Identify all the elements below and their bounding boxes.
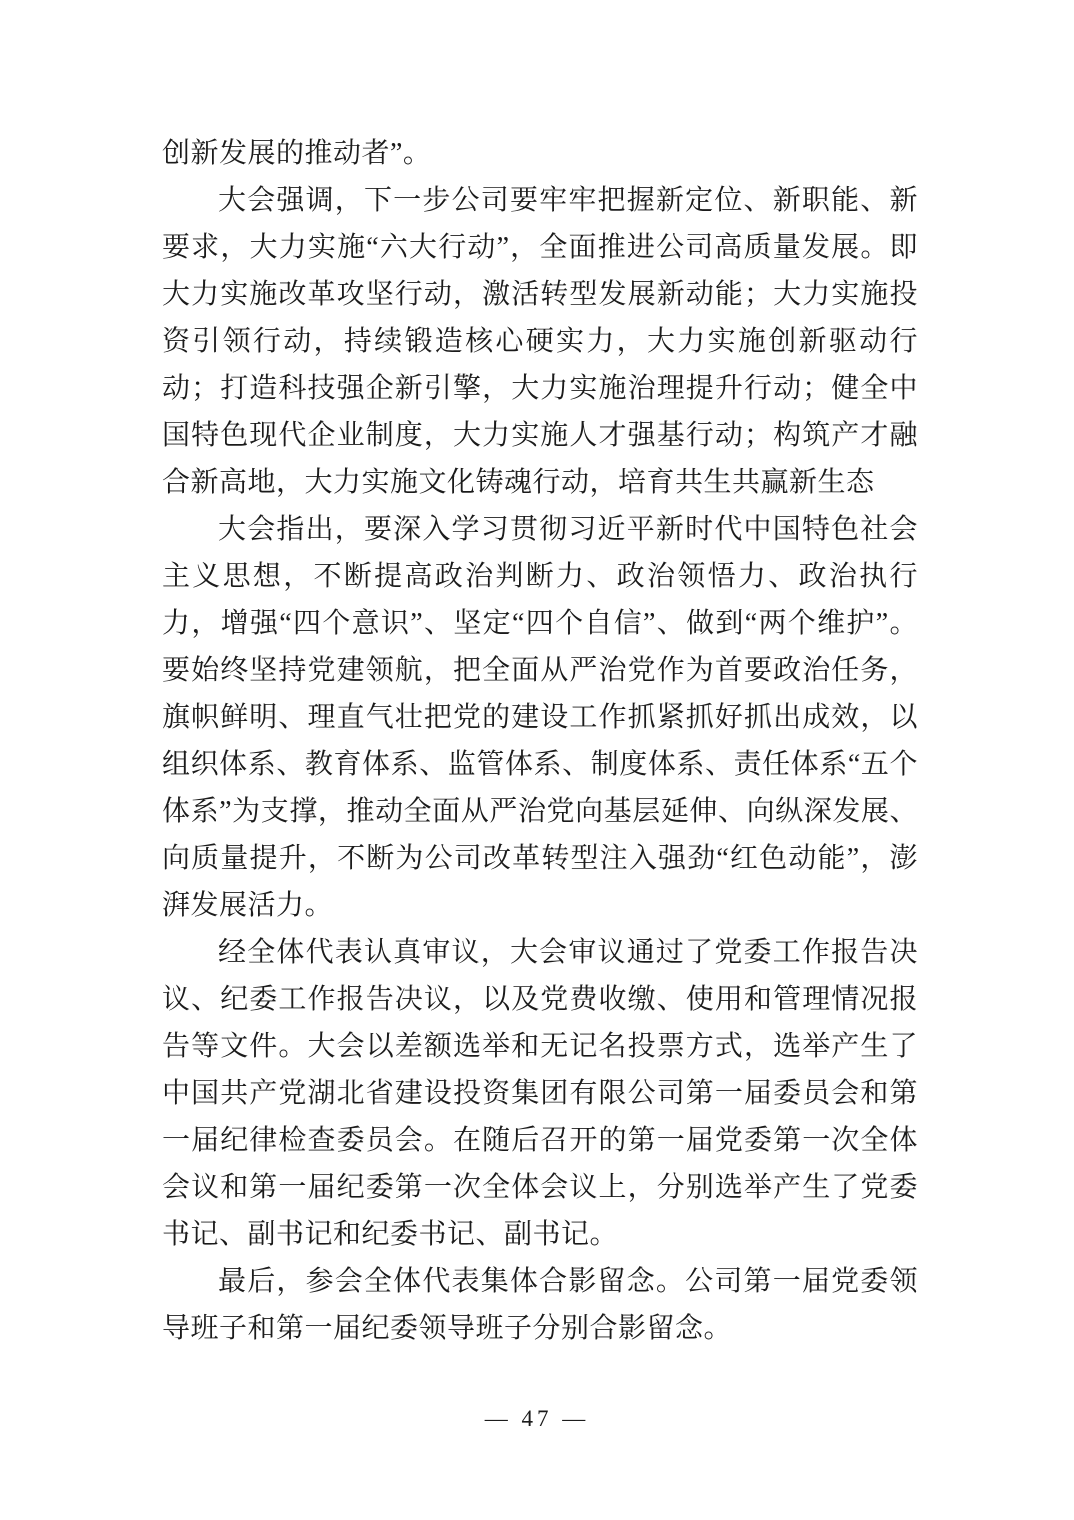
paragraph: 最后，参会全体代表集体合影留念。公司第一届党委领导班子和第一届纪委领导班子分别合影留念。 — [162, 1266, 918, 1344]
document-body — [162, 130, 918, 1352]
paragraph-continuation: 创新发展的推动者”。 — [162, 138, 432, 169]
paragraph: 大会强调，下一步公司要牢牢把握新定位、新职能、新要求，大力实施“六大行动”，全面推进公司高质量发展。即大力实施改革攻坚行动，激活转型发展新动能；大力实施投资引领行动，持续锻造核心硬实力，大力实施创新驱动行动；打造科技强企新引擎，大力实施治理提升行动；健全中国特色现代企业制度，大力实施人才强基行动；构筑产才融合新高地，大力实施文化铸魂行动，培育共生共赢新生态 — [162, 185, 918, 498]
paragraph: 大会指出，要深入学习贯彻习近平新时代中国特色社会主义思想，不断提高政治判断力、政治领悟力、政治执行力，增强“四个意识”、坚定“四个自信”、做到“两个维护”。要始终坚持党建领航，把全面从严治党作为首要政治任务，旗帜鲜明、理直气壮把党的建设工作抓紧抓好抓出成效，以组织体系、教育体系、监管体系、制度体系、责任体系“五个体系”为支撑，推动全面从严治党向基层延伸、向纵深发展、向质量提升，不断为公司改革转型注入强劲“红色动能”，澎湃发展活力。 — [162, 514, 918, 921]
page-number: — 47 — — [484, 1406, 590, 1431]
paragraph: 经全体代表认真审议，大会审议通过了党委工作报告决议、纪委工作报告决议，以及党费收缴、使用和管理情况报告等文件。大会以差额选举和无记名投票方式，选举产生了中国共产党湖北省建设投资集团有限公司第一届委员会和第一届纪律检查委员会。在随后召开的第一届党委第一次全体会议和第一届纪委第一次全体会议上，分别选举产生了党委书记、副书记和纪委书记、副书记。 — [162, 937, 918, 1250]
